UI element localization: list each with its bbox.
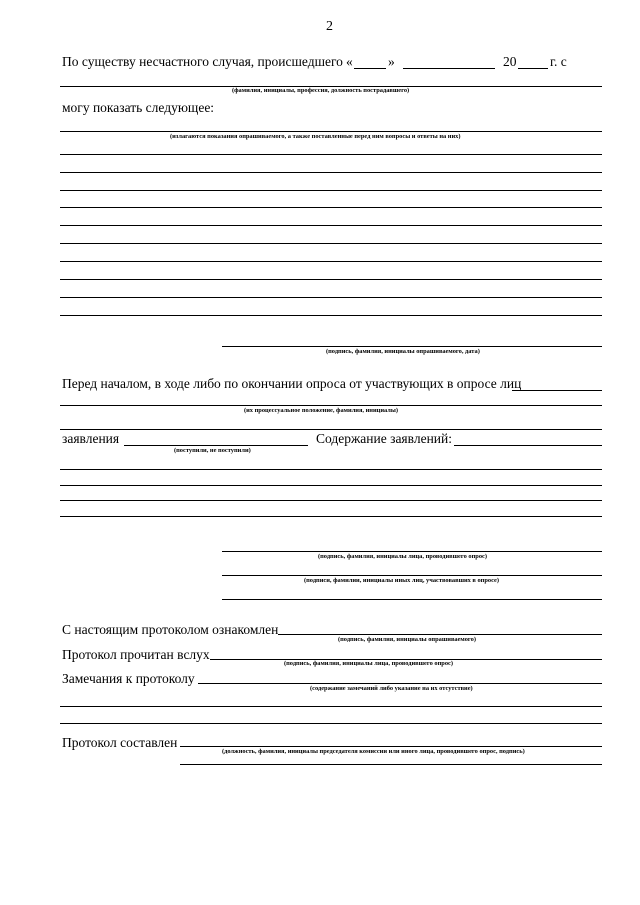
compiled-label: Протокол составлен bbox=[62, 735, 178, 750]
testimony-caption: (излагаются показания опрашиваемого, а также поставленные перед ним вопросы и ответы на них) bbox=[170, 133, 461, 140]
year-prefix: 20 bbox=[503, 54, 517, 69]
interviewee-signature-field[interactable] bbox=[222, 346, 602, 347]
testimony-line[interactable] bbox=[60, 190, 602, 191]
victim-caption: (фамилия, инициалы, профессия, должность пострадавшего) bbox=[232, 87, 410, 94]
testimony-line[interactable] bbox=[60, 315, 602, 316]
statements-intro: Перед началом, в ходе либо по окончании опроса от участвующих в опросе лиц bbox=[62, 376, 522, 391]
testimony-line[interactable] bbox=[60, 279, 602, 280]
statements-content-field[interactable] bbox=[454, 445, 602, 446]
testimony-line[interactable] bbox=[60, 207, 602, 208]
persons-caption: (их процессуальное положение, фамилия, инициалы) bbox=[244, 407, 398, 414]
received-caption: (поступили, не поступили) bbox=[174, 447, 251, 454]
read-aloud-label: Протокол прочитан вслух bbox=[62, 647, 210, 662]
testimony-line[interactable] bbox=[60, 261, 602, 262]
compiled-field-2[interactable] bbox=[180, 764, 602, 765]
day-field[interactable] bbox=[354, 68, 386, 69]
interviewee-sign-caption: (подпись, фамилия, инициалы опрашиваемого, дата) bbox=[326, 348, 480, 355]
statement-line[interactable] bbox=[60, 516, 602, 517]
testimony-line[interactable] bbox=[60, 154, 602, 155]
testimony-line[interactable] bbox=[60, 172, 602, 173]
participants-field[interactable] bbox=[512, 390, 602, 391]
acknowledged-caption: (подпись, фамилия, инициалы опрашиваемого) bbox=[338, 636, 476, 643]
acknowledged-field[interactable] bbox=[278, 634, 602, 635]
quote-open: « bbox=[346, 54, 353, 69]
participants-field-3[interactable] bbox=[60, 429, 602, 430]
read-aloud-caption: (подпись, фамилия, инициалы лица, проводившего опрос) bbox=[284, 660, 453, 667]
testimony-intro: могу показать следующее: bbox=[62, 100, 215, 115]
participants-sign-caption: (подписи, фамилии, инициалы иных лиц, участвовавших в опросе) bbox=[304, 577, 499, 584]
compiled-caption: (должность, фамилия, инициалы председателя комиссии или иного лица, проводившего опрос, подпись) bbox=[222, 748, 525, 755]
remarks-caption: (содержание замечаний либо указание на их отсутствие) bbox=[310, 685, 473, 692]
quote-close: » bbox=[388, 54, 395, 69]
statement-line[interactable] bbox=[60, 500, 602, 501]
remarks-line[interactable] bbox=[60, 723, 602, 724]
participants-field-2[interactable] bbox=[60, 405, 602, 406]
accident-date-prefix: По существу несчастного случая, происшедшего bbox=[62, 54, 343, 69]
year-suffix: г. с bbox=[550, 54, 567, 69]
compiled-field[interactable] bbox=[180, 746, 602, 747]
remarks-line[interactable] bbox=[60, 706, 602, 707]
page-number: 2 bbox=[326, 19, 333, 34]
testimony-header-line[interactable] bbox=[60, 131, 602, 132]
statement-line[interactable] bbox=[60, 469, 602, 470]
conductor-signature-field[interactable] bbox=[222, 551, 602, 552]
testimony-line[interactable] bbox=[60, 297, 602, 298]
statements-label: заявления bbox=[62, 431, 120, 446]
participants-signature-field-2[interactable] bbox=[222, 599, 602, 600]
statement-line[interactable] bbox=[60, 485, 602, 486]
remarks-label: Замечания к протоколу bbox=[62, 671, 195, 686]
remarks-field[interactable] bbox=[198, 683, 602, 684]
acknowledged-label: С настоящим протоколом ознакомлен bbox=[62, 622, 279, 637]
statements-received-field[interactable] bbox=[124, 445, 308, 446]
year-field[interactable] bbox=[518, 68, 548, 69]
testimony-line[interactable] bbox=[60, 243, 602, 244]
statements-content-label: Содержание заявлений: bbox=[316, 431, 452, 446]
participants-signature-field[interactable] bbox=[222, 575, 602, 576]
month-field[interactable] bbox=[403, 68, 495, 69]
testimony-line[interactable] bbox=[60, 225, 602, 226]
conductor-sign-caption: (подпись, фамилия, инициалы лица, проводившего опрос) bbox=[318, 553, 487, 560]
